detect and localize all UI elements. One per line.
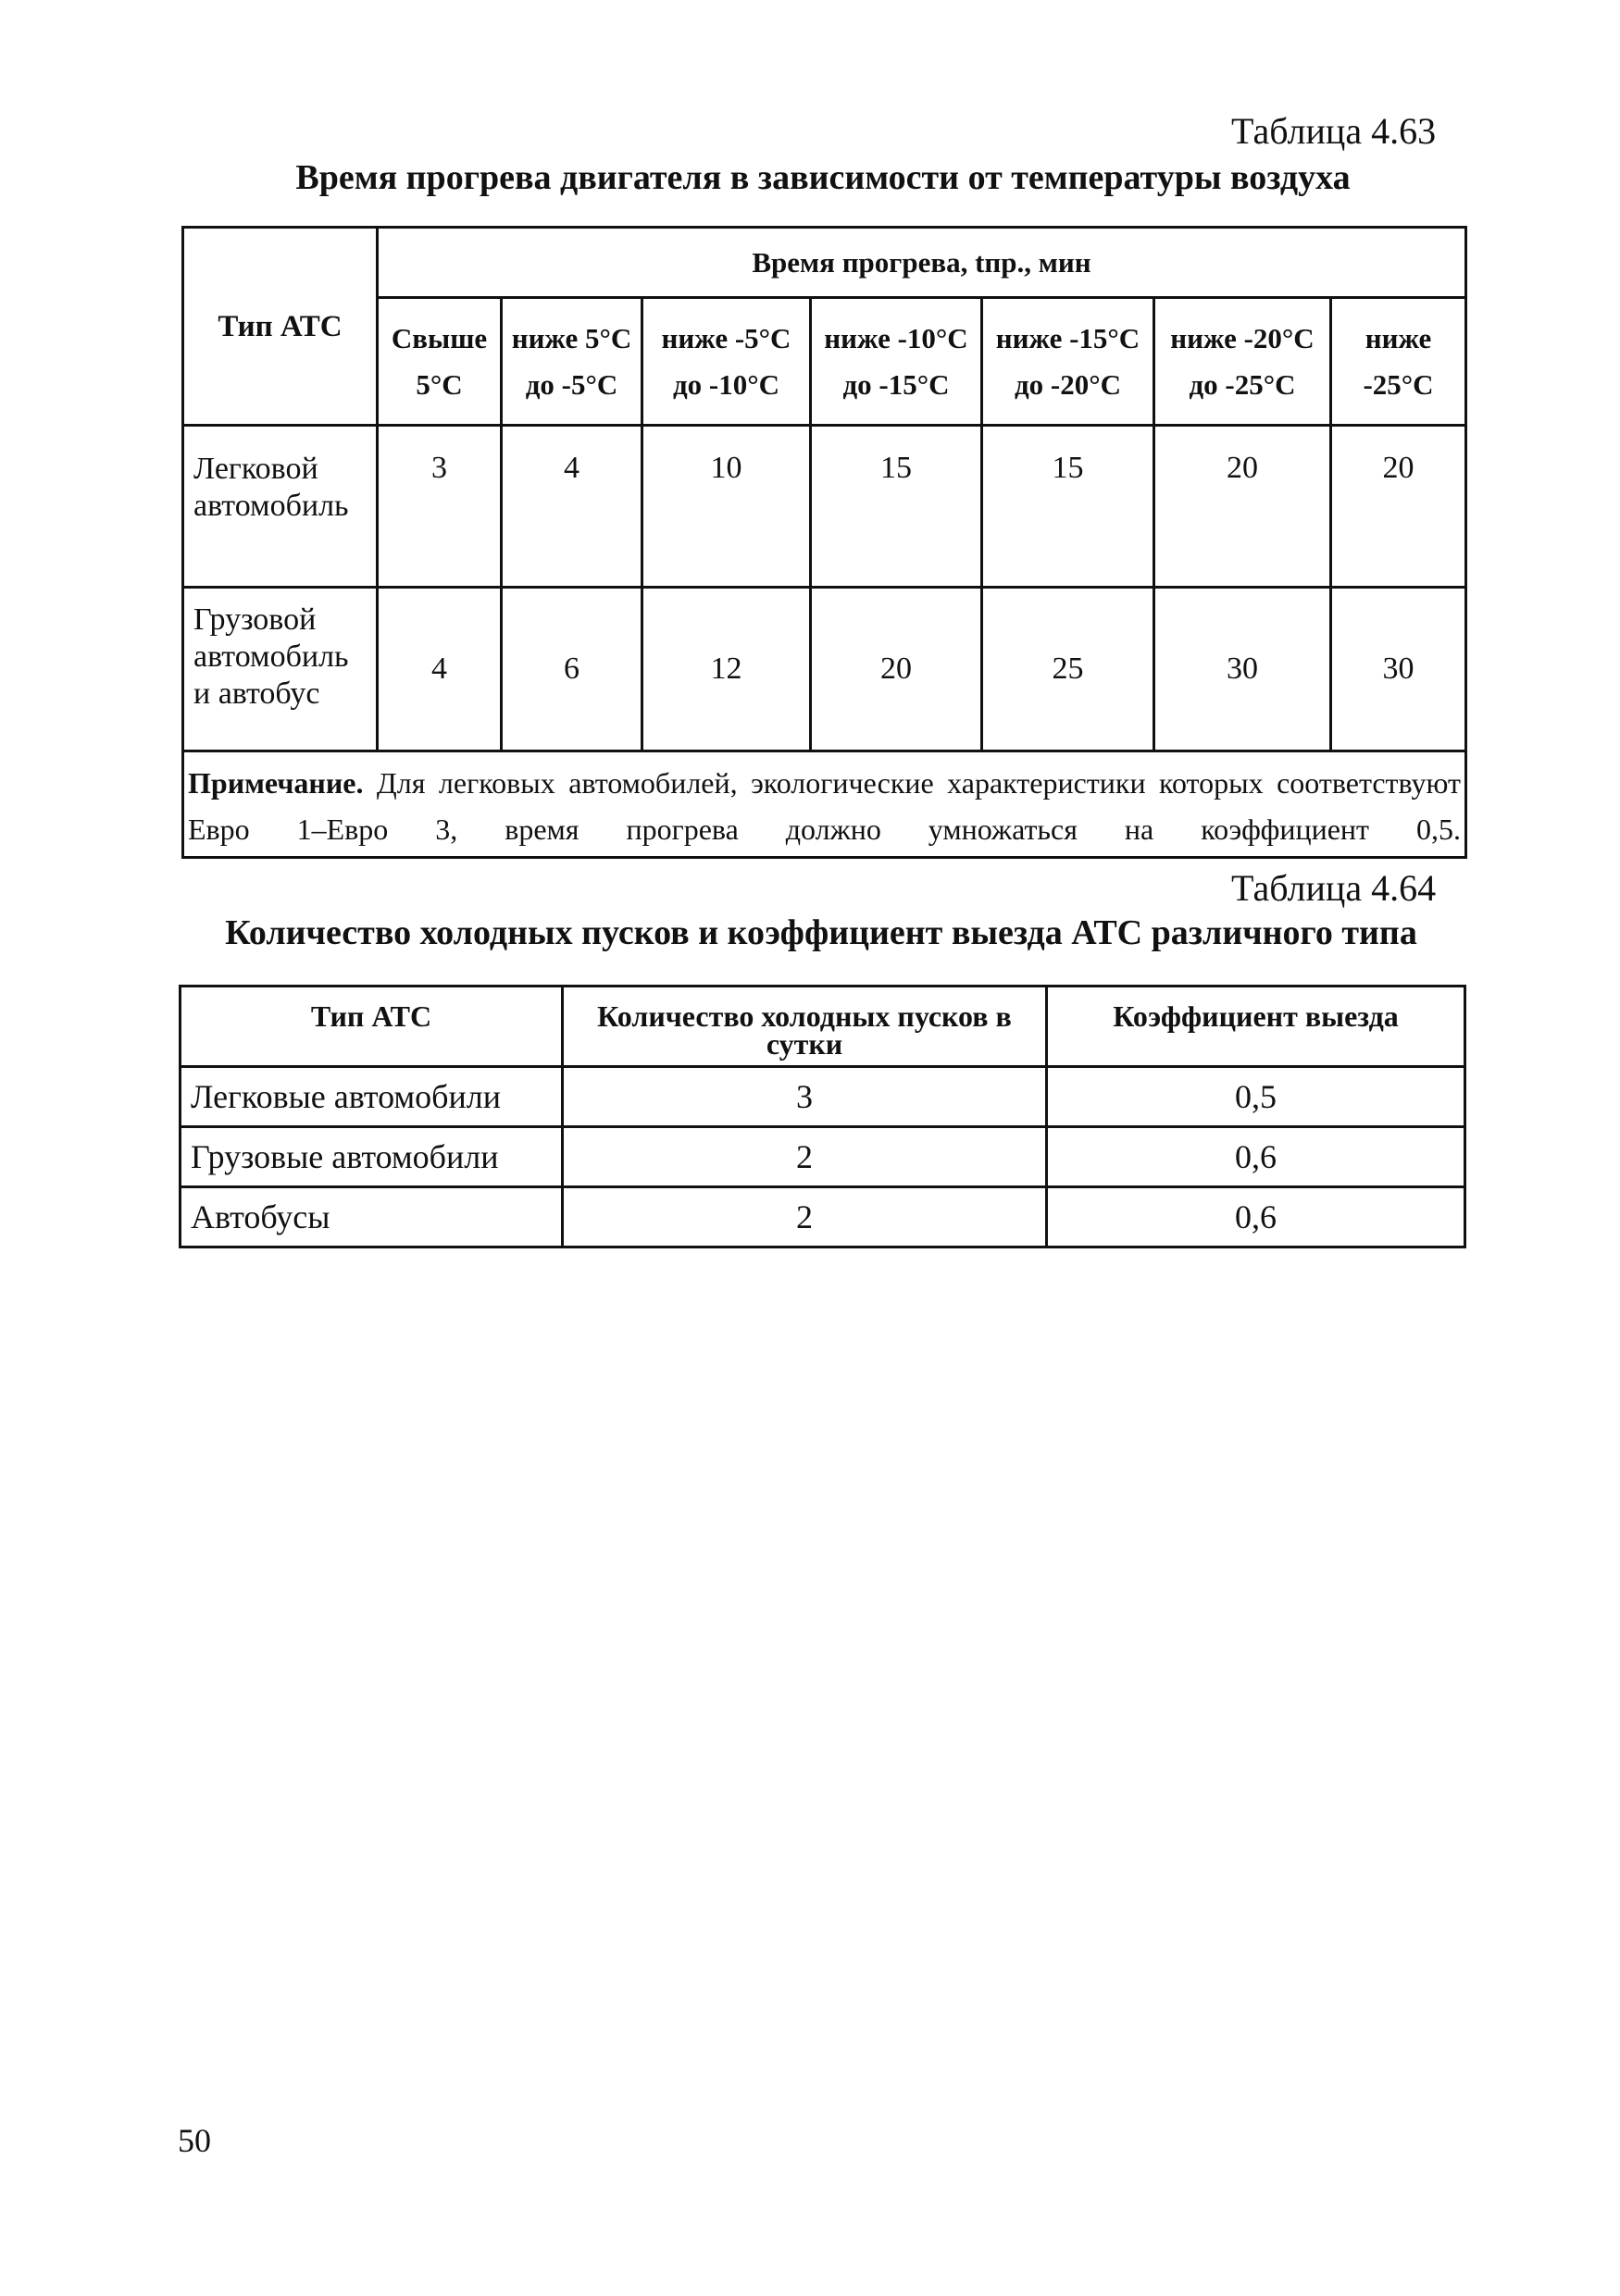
table-cell: 20 <box>1154 426 1331 588</box>
table-cell: 15 <box>811 426 982 588</box>
table-cell: 4 <box>502 426 642 588</box>
column-header: ниже -20°С до -25°С <box>1154 298 1331 426</box>
row-label: Грузовые автомобили <box>181 1127 563 1187</box>
note-label: Примечание. <box>188 766 364 800</box>
row-label: Легковые автомобили <box>181 1067 563 1127</box>
table1-title: Время прогрева двигателя в зависимости от температуры воздуха <box>295 158 1351 197</box>
table-cell: 0,6 <box>1047 1127 1465 1187</box>
row-label: Грузовой автомобиль и автобус <box>183 588 378 751</box>
warmup-group-header: Время прогрева, tпр., мин <box>378 228 1466 298</box>
warmup-time-table <box>181 226 1467 859</box>
table-cell: 4 <box>378 588 502 751</box>
table-cell: 6 <box>502 588 642 751</box>
table-note <box>183 751 1466 858</box>
table-row <box>181 1187 1465 1247</box>
type-header: Тип АТС <box>183 228 378 426</box>
table-row <box>181 1067 1465 1127</box>
table2-caption: Таблица 4.64 <box>1231 867 1437 909</box>
page-number: 50 <box>178 2122 211 2159</box>
table-cell: 20 <box>1331 426 1466 588</box>
column-header: Количество холодных пусков в сутки <box>563 987 1047 1067</box>
column-header: ниже -25°С <box>1331 298 1466 426</box>
note-row <box>183 751 1466 858</box>
row-label: Легковой автомобиль <box>183 426 378 588</box>
table2-title: Количество холодных пусков и коэффициент выезда АТС различного типа <box>225 913 1417 952</box>
row-label: Автобусы <box>181 1187 563 1247</box>
column-header: ниже -15°С до -20°С <box>982 298 1154 426</box>
table-cell: 30 <box>1331 588 1466 751</box>
table-cell: 3 <box>563 1067 1047 1127</box>
table-cell: 12 <box>642 588 811 751</box>
column-header: ниже 5°С до -5°С <box>502 298 642 426</box>
table-cell: 2 <box>563 1187 1047 1247</box>
table-cell: 0,6 <box>1047 1187 1465 1247</box>
table1-caption: Таблица 4.63 <box>1231 110 1437 152</box>
column-header: ниже -5°С до -10°С <box>642 298 811 426</box>
table-cell: 20 <box>811 588 982 751</box>
column-header: Коэффициент выезда <box>1047 987 1465 1067</box>
column-header: ниже -10°С до -15°С <box>811 298 982 426</box>
column-header: Тип АТС <box>181 987 563 1067</box>
table-cell: 2 <box>563 1127 1047 1187</box>
note-text: Для легковых автомобилей, экологические характеристики которых соответствуют Евро 1–Евро 3, время прогрева должно умножаться на коэффициент 0,5. <box>188 766 1461 846</box>
table-cell: 30 <box>1154 588 1331 751</box>
table-cell: 3 <box>378 426 502 588</box>
table-cell: 15 <box>982 426 1154 588</box>
cold-starts-table <box>179 985 1466 1248</box>
table-cell: 0,5 <box>1047 1067 1465 1127</box>
table-row <box>183 588 1466 751</box>
table-row <box>181 1127 1465 1187</box>
column-header: Свыше 5°С <box>378 298 502 426</box>
table-row <box>183 426 1466 588</box>
table-cell: 10 <box>642 426 811 588</box>
table-cell: 25 <box>982 588 1154 751</box>
